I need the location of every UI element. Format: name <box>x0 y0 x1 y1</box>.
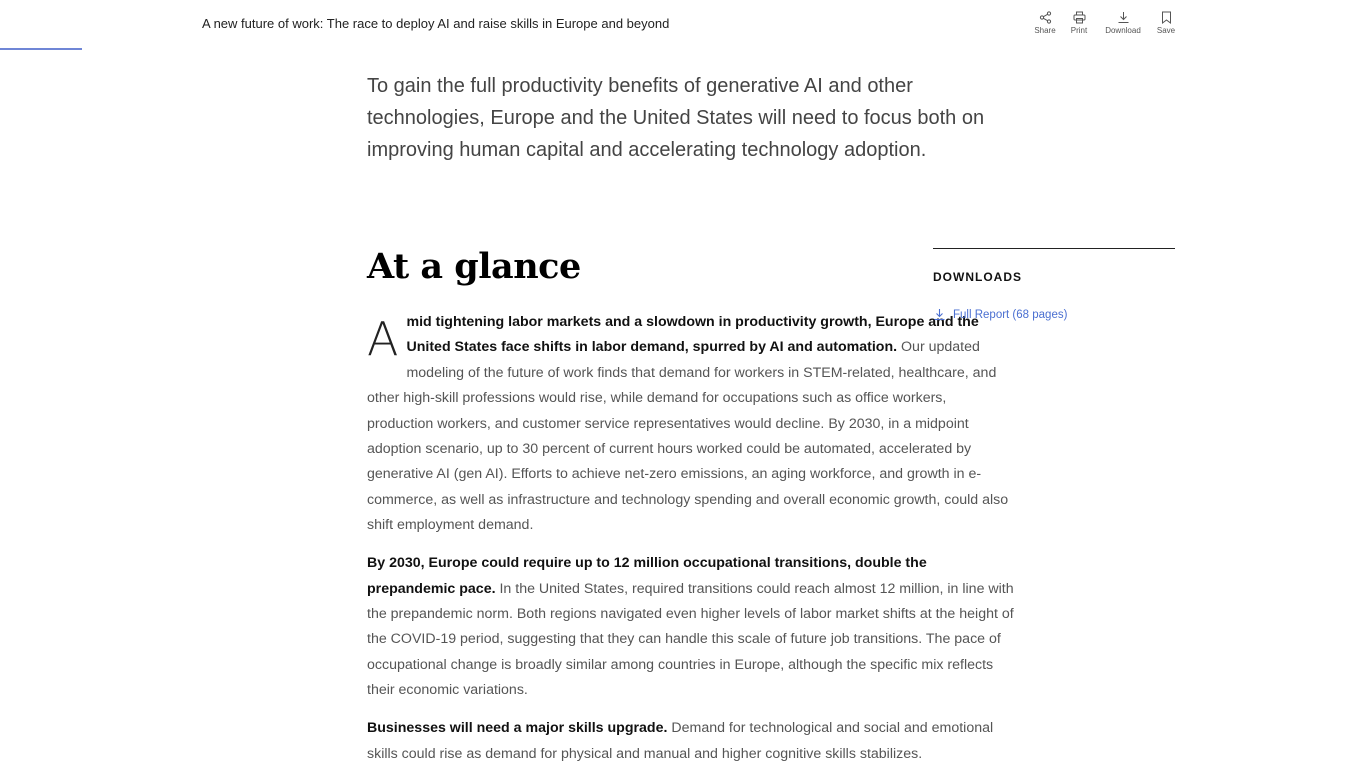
body-paragraph-2 <box>367 551 1015 703</box>
paragraph-2-lead: By 2030, Europe could require up to 12 million occupational transitions, double the prepandemic pace. <box>367 555 927 597</box>
share-button[interactable] <box>1030 11 1060 37</box>
downloads-label: DOWNLOADS <box>933 270 1022 284</box>
download-icon <box>933 308 946 321</box>
body-paragraph-1 <box>367 310 1015 539</box>
share-label: Share <box>1034 26 1056 35</box>
download-label: Download <box>1105 26 1141 35</box>
reading-progress-fill <box>0 48 82 50</box>
print-button[interactable] <box>1060 11 1098 37</box>
paragraph-1-lead: mid tightening labor markets and a slowdown in productivity growth, Europe and the United States face shifts in labor demand, spurred by AI and automation. <box>406 314 979 356</box>
paragraph-3-lead: Businesses will need a major skills upgrade. <box>367 720 668 737</box>
body-paragraph-3 <box>367 716 1015 767</box>
paragraph-1-text: Our updated modeling of the future of work finds that demand for workers in STEM-related, healthcare, and other high-skill professions would rise, while demand for occupations such as office workers, production workers, and customer service representatives would decline. By 2030, in a midpoint adoption scenario, up to 30 percent of current hours worked could be automated, accelerated by generative AI (gen AI). Efforts to achieve net-zero emissions, an aging workforce, and growth in e-commerce, as well as infrastructure and technology spending and overall economic growth, could also shift employment demand. <box>367 339 1009 534</box>
header-article-title: A new future of work: The race to deploy AI and raise skills in Europe and beyond <box>202 16 670 31</box>
paragraph-3-text: Demand for technological and social and emotional skills could rise as demand for physical and manual and higher cognitive skills stabilizes. <box>367 720 994 762</box>
share-icon <box>1039 11 1052 24</box>
paragraph-2-text: In the United States, required transitions could reach almost 12 million, in line with the prepandemic norm. Both regions navigated even higher levels of labor market shifts at the height of the COVID-19 period, suggesting that they can handle this scale of future job transitions. The pace of occupational change is broadly similar among countries in Europe, although the specific mix reflects their economic variations. <box>367 580 1014 699</box>
download-button[interactable] <box>1098 11 1148 37</box>
sticky-header <box>0 0 1366 50</box>
drop-cap: A <box>367 312 399 366</box>
bookmark-icon <box>1160 11 1173 24</box>
print-label: Print <box>1070 26 1088 35</box>
article-body <box>367 310 1015 768</box>
save-button[interactable] <box>1148 11 1184 37</box>
save-label: Save <box>1156 26 1176 35</box>
article-summary: To gain the full productivity benefits of generative AI and other technologies, Europe and the United States will need to focus both on improving human capital and accelerating technology adoption. <box>367 75 985 161</box>
downloads-sidebar <box>933 248 1175 321</box>
printer-icon <box>1073 11 1086 24</box>
download-icon <box>1117 11 1130 24</box>
full-report-download-link[interactable] <box>933 308 1175 321</box>
section-heading: At a glance <box>367 246 581 287</box>
article-tools <box>1030 11 1184 37</box>
full-report-link-label: Full Report (68 pages) <box>953 308 1068 321</box>
reading-progress-bar <box>0 48 1366 50</box>
